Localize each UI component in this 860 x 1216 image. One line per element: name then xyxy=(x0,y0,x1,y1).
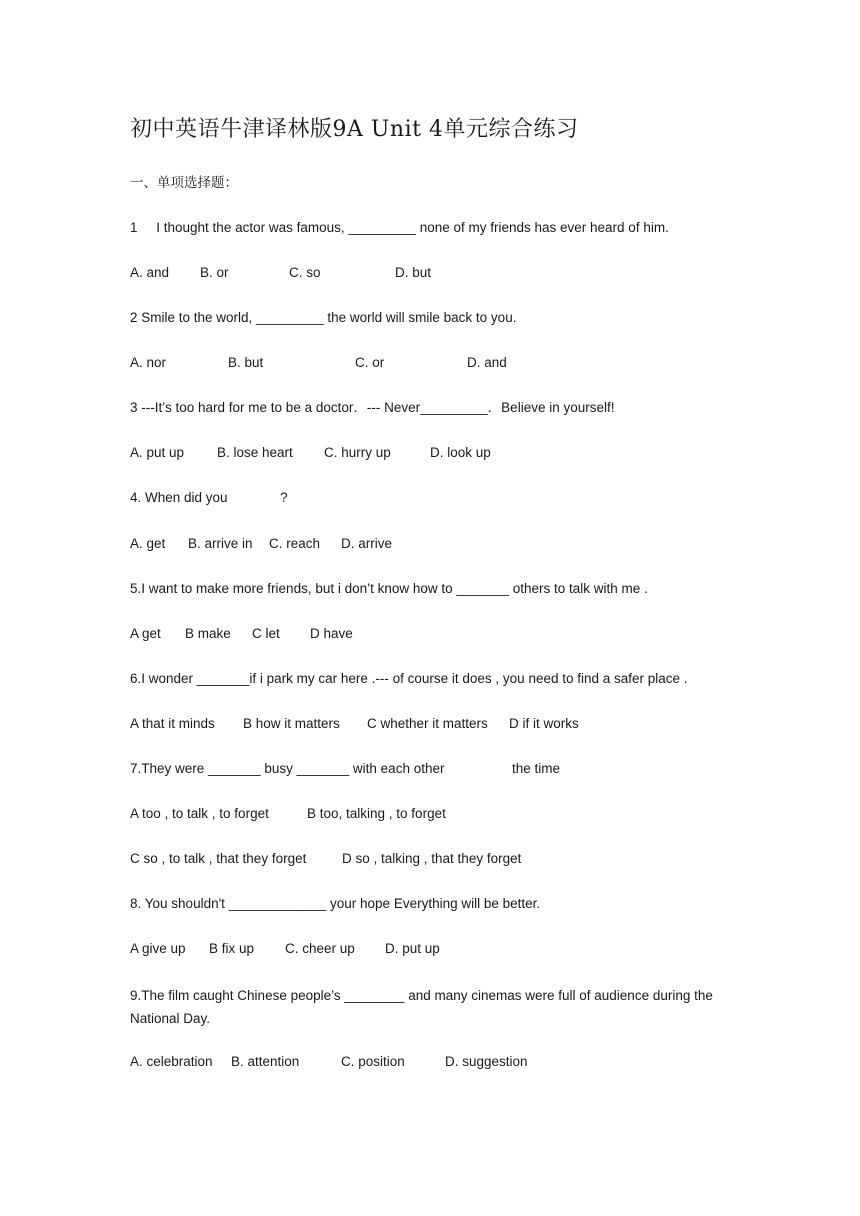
page-title: 初中英语牛津译林版9A Unit 4单元综合练习 xyxy=(130,117,579,142)
q7-option-c: C so , to talk , that they forget xyxy=(130,851,307,866)
q3-option-d: D. look up xyxy=(430,445,491,460)
question-5: 5.I want to make more friends, but i don’t know how to _______ others to talk with me . xyxy=(130,581,648,596)
q1-option-b: B. or xyxy=(200,265,229,280)
question-2: 2 Smile to the world, _________ the world will smile back to you. xyxy=(130,310,517,325)
q4-option-a: A. get xyxy=(130,536,166,551)
question-7: 7.They were _______ busy _______ with each other the time xyxy=(130,761,561,776)
q8-option-d: D. put up xyxy=(385,941,440,956)
question-8: 8. You shouldn't _____________ your hope Everything will be better. xyxy=(130,896,541,911)
question-9: 9.The film caught Chinese people’s ________ and many cinemas were full of audience during the National Day. xyxy=(130,988,713,1026)
q9-option-d: D. suggestion xyxy=(445,1054,528,1069)
q6-option-c: C whether it matters xyxy=(367,716,488,731)
q7-option-b: B too, talking , to forget xyxy=(307,806,446,821)
q4-option-c: C. reach xyxy=(269,536,321,551)
q6-option-a: A that it minds xyxy=(130,716,215,731)
q5-option-a: A get xyxy=(130,626,161,641)
q6-option-d: D if it works xyxy=(509,716,579,731)
q3-option-b: B. lose heart xyxy=(217,445,293,460)
q6-option-b: B how it matters xyxy=(243,716,340,731)
q2-option-d: D. and xyxy=(467,355,507,370)
question-6: 6.I wonder _______if i park my car here .--- of course it does , you need to find a safer place . xyxy=(130,671,688,686)
q7-option-d: D so , talking , that they forget xyxy=(342,851,522,866)
q2-option-c: C. or xyxy=(355,355,385,370)
q4-option-d: D. arrive xyxy=(341,536,393,551)
q1-option-a: A. and xyxy=(130,265,170,280)
q8-option-a: A give up xyxy=(130,941,186,956)
question-3: 3 ---It’s too hard for me to be a doctor．--- Never_________．Believe in yourself! xyxy=(130,400,615,415)
q9-option-b: B. attention xyxy=(231,1054,300,1069)
q1-option-c: C. so xyxy=(289,265,321,280)
question-1: 1 I thought the actor was famous, _________ none of my friends has ever heard of him. xyxy=(130,220,669,235)
q7-option-a: A too , to talk , to forget xyxy=(130,806,269,821)
q4-option-b: B. arrive in xyxy=(188,536,253,551)
q2-option-b: B. but xyxy=(228,355,264,370)
q5-option-d: D have xyxy=(310,626,353,641)
question-4: 4. When did you ? xyxy=(130,490,288,505)
q8-option-b: B fix up xyxy=(209,941,255,956)
q5-option-b: B make xyxy=(185,626,231,641)
q9-option-a: A. celebration xyxy=(130,1054,213,1069)
q3-option-c: C. hurry up xyxy=(324,445,391,460)
q1-option-d: D. but xyxy=(395,265,432,280)
q8-option-c: C. cheer up xyxy=(285,941,355,956)
q2-option-a: A. nor xyxy=(130,355,167,370)
q3-option-a: A. put up xyxy=(130,445,185,460)
q9-option-c: C. position xyxy=(341,1054,405,1069)
section-heading: 一、单项选择题： xyxy=(130,175,238,191)
q5-option-c: C let xyxy=(252,626,280,641)
